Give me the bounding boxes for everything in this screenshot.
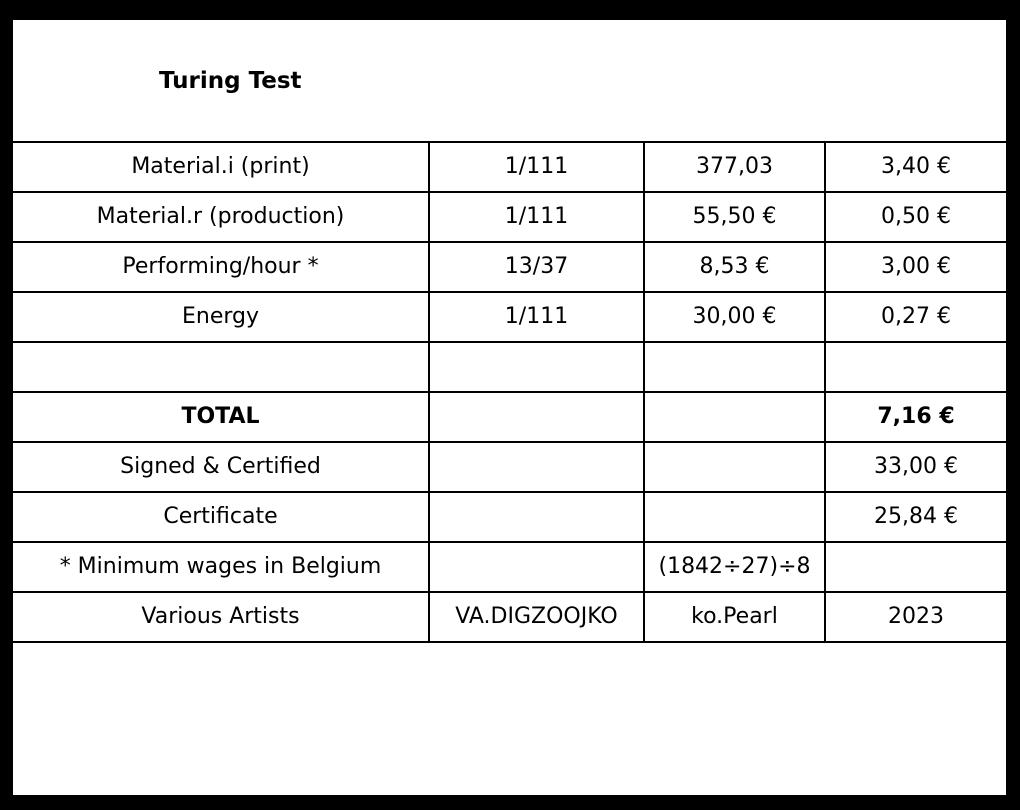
row-ratio: 1/111 <box>429 142 644 192</box>
table-row-minimum-wages <box>13 542 1006 592</box>
row-cost: 3,40 € <box>825 142 1006 192</box>
row-label: Signed & Certified <box>13 442 429 492</box>
row-unit-value: (1842÷27)÷8 <box>644 542 825 592</box>
row-ratio <box>429 342 644 392</box>
row-ratio: 1/111 <box>429 292 644 342</box>
row-ratio <box>429 392 644 442</box>
table-row-empty <box>13 342 1006 392</box>
row-label <box>13 342 429 392</box>
row-ratio: 1/111 <box>429 192 644 242</box>
row-label: Certificate <box>13 492 429 542</box>
table-row-certificate <box>13 492 1006 542</box>
table-row-energy <box>13 292 1006 342</box>
row-unit-value <box>644 392 825 442</box>
row-ratio <box>429 492 644 542</box>
row-label: Various Artists <box>13 592 429 642</box>
row-unit-value: 377,03 <box>644 142 825 192</box>
cost-table <box>13 141 1006 643</box>
row-unit-value: 55,50 € <box>644 192 825 242</box>
row-cost: 25,84 € <box>825 492 1006 542</box>
row-ratio <box>429 542 644 592</box>
row-unit-value <box>644 492 825 542</box>
row-ratio: VA.DIGZOOJKO <box>429 592 644 642</box>
row-unit-value <box>644 442 825 492</box>
table-row-material-production <box>13 192 1006 242</box>
row-cost: 33,00 € <box>825 442 1006 492</box>
document-title: Turing Test <box>159 68 302 94</box>
table-row-signed-certified <box>13 442 1006 492</box>
row-unit-value: 30,00 € <box>644 292 825 342</box>
row-cost <box>825 542 1006 592</box>
row-label: Energy <box>13 292 429 342</box>
row-cost: 0,27 € <box>825 292 1006 342</box>
row-unit-value: 8,53 € <box>644 242 825 292</box>
document-sheet <box>13 20 1006 795</box>
row-cost: 2023 <box>825 592 1006 642</box>
total-cost: 7,16 € <box>825 392 1006 442</box>
row-cost: 0,50 € <box>825 192 1006 242</box>
row-unit-value: ko.Pearl <box>644 592 825 642</box>
table-row-material-print <box>13 142 1006 192</box>
row-ratio: 13/37 <box>429 242 644 292</box>
row-ratio <box>429 442 644 492</box>
row-label: * Minimum wages in Belgium <box>13 542 429 592</box>
table-row-various-artists <box>13 592 1006 642</box>
row-label: Material.r (production) <box>13 192 429 242</box>
row-label: Material.i (print) <box>13 142 429 192</box>
row-label: Performing/hour * <box>13 242 429 292</box>
row-cost: 3,00 € <box>825 242 1006 292</box>
row-unit-value <box>644 342 825 392</box>
table-row-total <box>13 392 1006 442</box>
row-cost <box>825 342 1006 392</box>
total-label: TOTAL <box>13 392 429 442</box>
table-row-performing-hour <box>13 242 1006 292</box>
